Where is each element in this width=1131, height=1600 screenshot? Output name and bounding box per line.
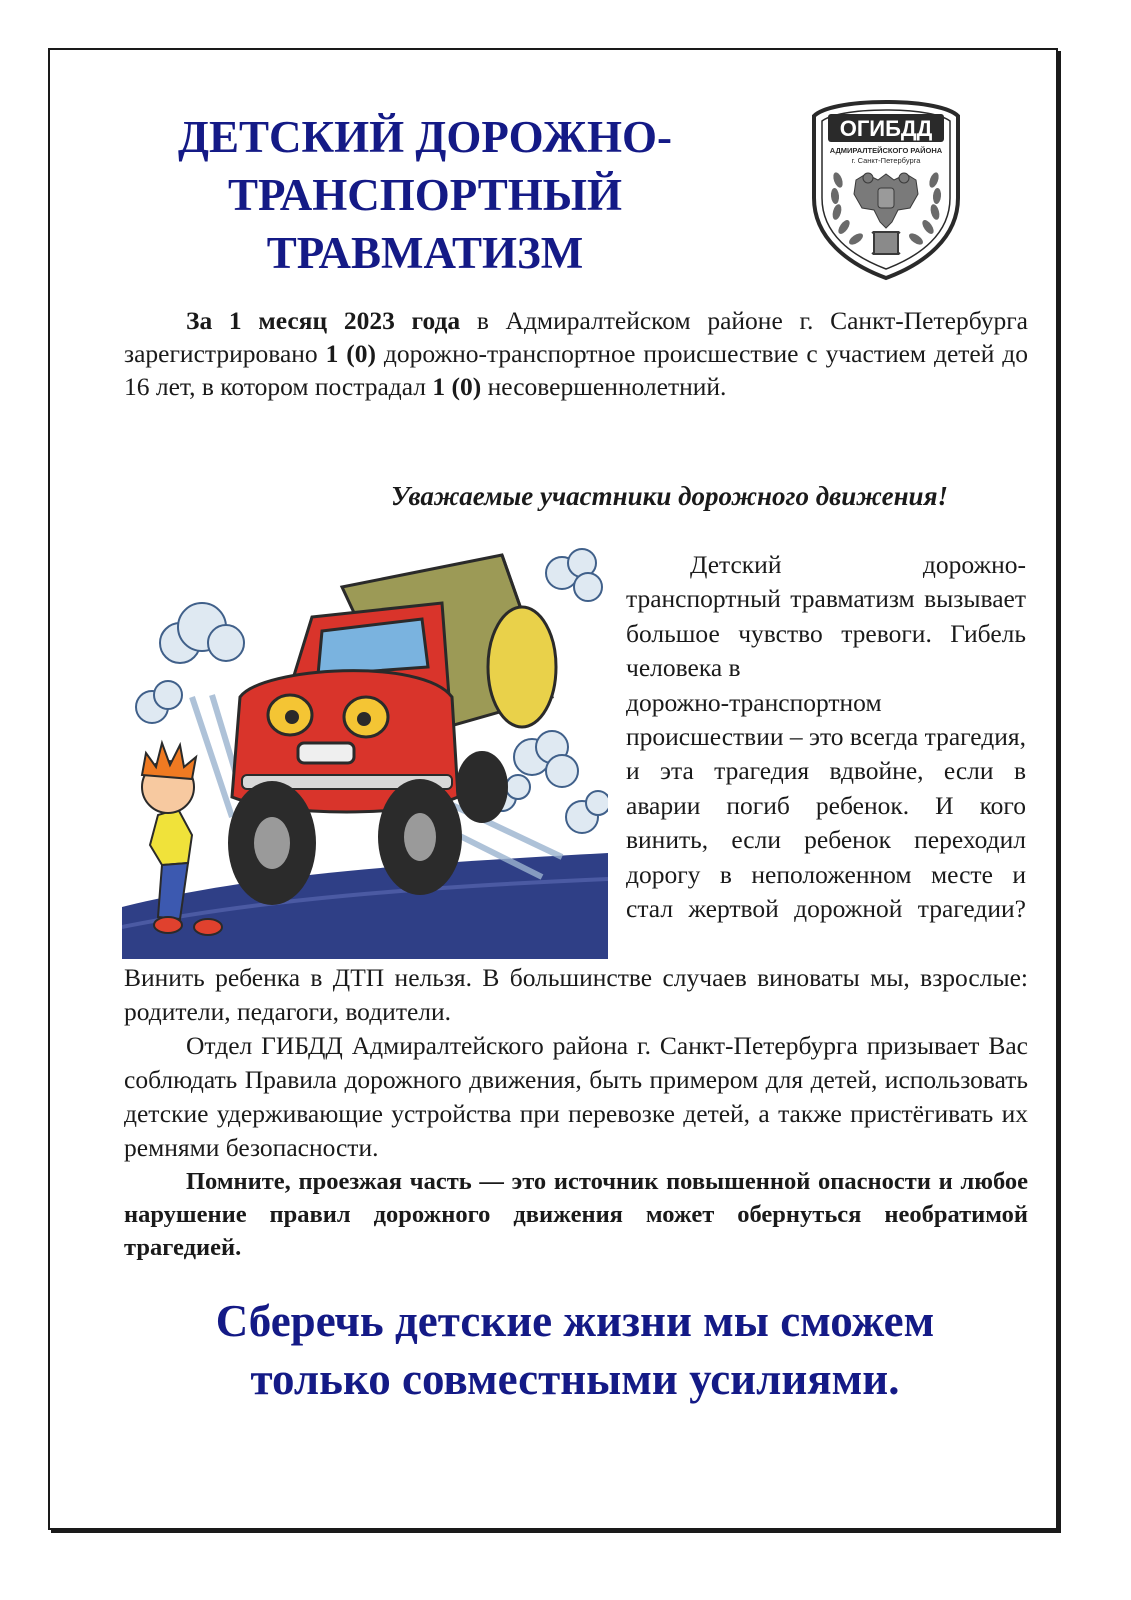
intro-text-3: несовершеннолетний. xyxy=(481,372,727,401)
title-line-1: ДЕТСКИЙ ДОРОЖНО- xyxy=(178,112,672,162)
emblem-city: г. Санкт-Петербурга xyxy=(851,156,921,165)
intro-paragraph xyxy=(124,304,1028,403)
article-column xyxy=(626,548,1026,926)
appeal-paragraph: Отдел ГИБДД Адмиралтейского района г. Санкт-Петербурга призывает Вас соблюдать Правила дорожного движения, быть примером для детей, использовать детские удерживающие устройства при перевозке детей, а также пристёгивать их ремнями безопасности. xyxy=(124,1031,1028,1162)
title-line-3: ТРАВМАТИЗМ xyxy=(266,228,584,278)
closing-slogan xyxy=(100,1292,1050,1408)
article-column-line-2: дорожно-транспортном xyxy=(626,687,882,717)
article-column-line-1: Детский дорожно-транспортный травматизм вызывает большое чувство тревоги. Гибель человека в xyxy=(626,550,1026,683)
anchors-icon xyxy=(872,232,900,254)
truck-cartoon-illustration xyxy=(122,547,608,959)
slogan-line-1: Сберечь детские жизни мы сможем xyxy=(215,1296,935,1346)
warning-paragraph: Помните, проезжая часть — это источник повышенной опасности и любое нарушение правил дорожного движения может обернуться необратимой трагедией. xyxy=(124,1168,1028,1261)
ogibdd-emblem xyxy=(808,98,964,282)
slogan-line-2: только совместными усилиями. xyxy=(250,1354,900,1404)
greeting-heading: Уважаемые участники дорожного движения! xyxy=(391,481,948,511)
title-line-2: ТРАНСПОРТНЫЙ xyxy=(228,170,622,220)
intro-accidents-count: 1 (0) xyxy=(325,339,376,368)
emblem-district: АДМИРАЛТЕЙСКОГО РАЙОНА xyxy=(829,146,943,155)
intro-period: За 1 месяц 2023 года xyxy=(186,306,461,335)
intro-text-2: дорожно-транспортное происшествие с участием детей до 16 лет, в котором пострадал xyxy=(124,339,1028,401)
intro-text-1: в Адмиралтейском районе г. Санкт-Петербурга зарегистрировано xyxy=(124,306,1028,368)
emblem-title: ОГИБДД xyxy=(839,116,933,141)
article-continuation: Винить ребенка в ДТП нельзя. В большинстве случаев виноваты мы, взрослые: родители, педагоги, водители. xyxy=(124,963,1028,1026)
page-title xyxy=(100,108,750,282)
article-column-line-3: происшествии – это всегда трагедия, и эта трагедия вдвойне, если в аварии погиб ребенок. И кого винить, если ребенок переходил дорогу в неположенном месте и стал жертвой дорожной трагедии? xyxy=(626,722,1026,924)
intro-injured-count: 1 (0) xyxy=(432,372,482,401)
